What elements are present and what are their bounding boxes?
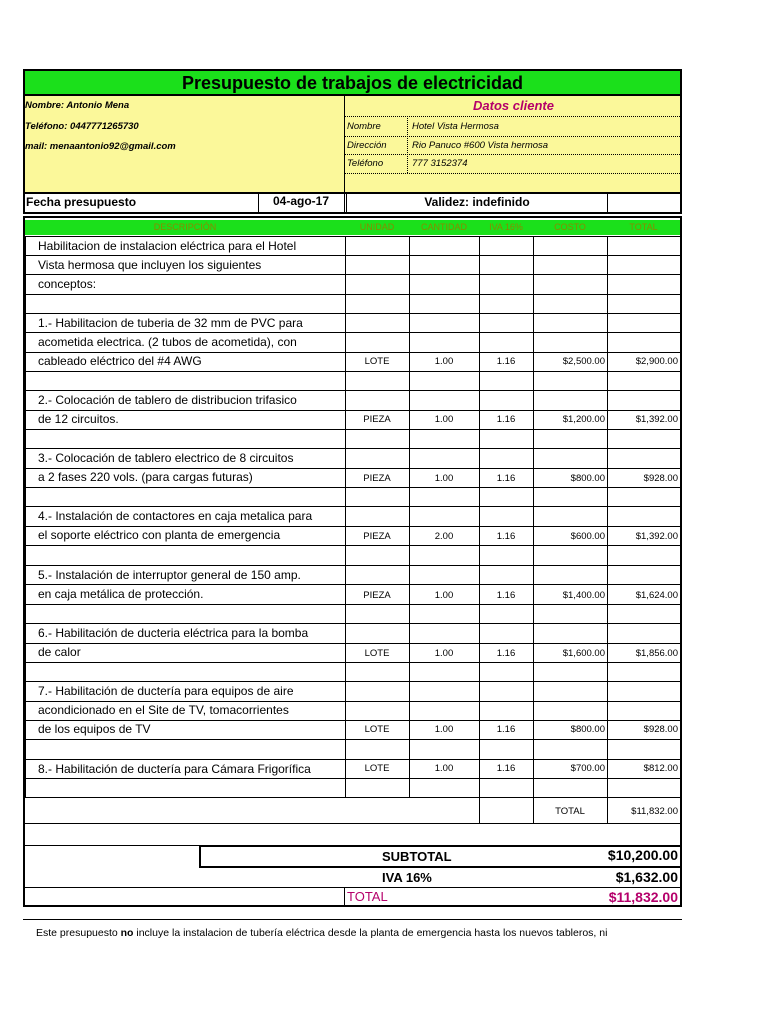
item-description-line: 4.- Instalación de contactores en caja metalica para xyxy=(38,509,313,523)
item-cost: $1,200.00 xyxy=(562,414,605,425)
client-label-divider xyxy=(407,116,409,173)
item-description-line: 3.- Colocación de tablero electrico de 8 circuitos xyxy=(38,451,294,465)
item-description-line: cableado eléctrico del #4 AWG xyxy=(38,354,202,368)
row-line xyxy=(25,845,199,846)
client-row-line-4 xyxy=(345,173,680,174)
client-row-line-3 xyxy=(345,154,680,155)
item-unit: PIEZA xyxy=(363,590,391,601)
item-description-line: 1.- Habilitacion de tuberia de 32 mm de PVC para xyxy=(38,316,303,330)
date-label: Fecha presupuesto xyxy=(26,195,137,209)
item-cost: $800.00 xyxy=(570,473,605,484)
item-description-line: de 12 circuitos. xyxy=(38,412,119,426)
item-cost: $1,600.00 xyxy=(562,648,605,659)
footer-separator xyxy=(23,919,682,920)
item-iva: 1.16 xyxy=(496,590,516,601)
row-line xyxy=(25,371,680,372)
item-description-line: acondicionado en el Site de TV, tomacorrientes xyxy=(38,703,289,717)
provider-mail: mail: menaantonio92@gmail.com xyxy=(25,141,176,152)
row-line xyxy=(25,662,680,663)
item-qty: 1.00 xyxy=(434,648,454,659)
footnote-bold: no xyxy=(120,927,134,939)
row-line xyxy=(25,410,680,411)
item-unit: LOTE xyxy=(364,648,390,659)
item-qty: 1.00 xyxy=(434,590,454,601)
item-qty: 1.00 xyxy=(434,724,454,735)
subtotal-value: $10,200.00 xyxy=(607,847,678,863)
row-line xyxy=(25,294,680,295)
subtotal-label: SUBTOTAL xyxy=(382,849,452,864)
col-header-total: TOTAL xyxy=(629,222,658,232)
item-description-line: de los equipos de TV xyxy=(38,722,151,736)
item-description-line: a 2 fases 220 vols. (para cargas futuras) xyxy=(38,470,253,484)
item-unit: LOTE xyxy=(364,724,390,735)
item-cost: $1,400.00 xyxy=(562,590,605,601)
client-phone-value: 777 3152374 xyxy=(412,158,468,169)
provider-phone: Teléfono: 0447771265730 xyxy=(25,121,139,132)
item-description-line: de calor xyxy=(38,645,81,659)
item-description-line: 6.- Habilitación de ducteria eléctrica para la bomba xyxy=(38,626,309,640)
item-total: $928.00 xyxy=(643,473,678,484)
item-unit: PIEZA xyxy=(363,414,391,425)
client-name-value: Hotel Vista Hermosa xyxy=(412,121,499,132)
total-label: TOTAL xyxy=(347,889,388,904)
item-cost: $600.00 xyxy=(570,531,605,542)
row-line xyxy=(25,429,680,430)
total-row-line xyxy=(23,905,682,907)
item-qty: 1.00 xyxy=(434,356,454,367)
col-header-unit: UNIDAD xyxy=(359,222,395,232)
iva-label: IVA 16% xyxy=(382,870,432,885)
col-line xyxy=(345,236,346,797)
item-total: $812.00 xyxy=(643,763,678,774)
item-unit: LOTE xyxy=(364,356,390,367)
item-iva: 1.16 xyxy=(496,356,516,367)
table-total-label: TOTAL xyxy=(555,806,585,817)
col-header-description: DESCRIPCIÓN xyxy=(153,222,217,232)
item-total: $1,624.00 xyxy=(635,590,678,601)
page-title: Presupuesto de trabajos de electricidad xyxy=(23,69,682,96)
item-description-line: 7.- Habilitación de ductería para equipos de aire xyxy=(38,684,294,698)
validity: Validez: indefinido xyxy=(424,195,530,209)
item-iva: 1.16 xyxy=(496,763,516,774)
client-row-line-1 xyxy=(345,116,680,117)
client-phone-label: Teléfono xyxy=(347,158,384,169)
item-total: $1,856.00 xyxy=(635,648,678,659)
total-value: $11,832.00 xyxy=(608,889,678,905)
item-cost: $800.00 xyxy=(570,724,605,735)
col-header-cost: COSTO xyxy=(554,222,586,232)
item-cost: $2,500.00 xyxy=(562,356,605,367)
provider-name: Nombre: Antonio Mena xyxy=(25,100,130,111)
item-total: $1,392.00 xyxy=(635,414,678,425)
item-qty: 1.00 xyxy=(434,763,454,774)
table-total-value: $11,832.00 xyxy=(631,806,678,817)
client-address-label: Dirección xyxy=(347,140,387,151)
row-line xyxy=(25,604,680,605)
client-address-value: Rio Panuco #600 Vista hermosa xyxy=(412,140,549,151)
item-description-line: en caja metálica de protección. xyxy=(38,587,204,601)
row-line xyxy=(25,545,680,546)
footnote xyxy=(36,927,686,939)
item-qty: 1.00 xyxy=(434,414,454,425)
item-iva: 1.16 xyxy=(496,473,516,484)
item-total: $2,900.00 xyxy=(635,356,678,367)
date-value: 04-ago-17 xyxy=(272,194,330,208)
item-description-line: el soporte eléctrico con planta de emergencia xyxy=(38,528,281,542)
item-description-line: 8.- Habilitación de ductería para Cámara Frigorífica xyxy=(38,762,311,776)
iva-value: $1,632.00 xyxy=(615,869,678,885)
item-iva: 1.16 xyxy=(496,414,516,425)
iva-row-line xyxy=(23,887,682,888)
item-qty: 2.00 xyxy=(434,531,454,542)
row-line xyxy=(25,739,680,740)
client-heading: Datos cliente xyxy=(473,98,554,113)
row-line xyxy=(25,797,680,798)
intro-line: Vista hermosa que incluyen los siguientes xyxy=(38,258,262,272)
client-row-line-2 xyxy=(345,136,680,137)
row-line xyxy=(25,487,680,488)
total-left-divider xyxy=(344,888,345,906)
item-description-line: 5.- Instalación de interruptor general de 150 amp. xyxy=(38,568,301,582)
item-iva: 1.16 xyxy=(496,648,516,659)
client-name-label: Nombre xyxy=(347,121,381,132)
item-iva: 1.16 xyxy=(496,531,516,542)
row-line xyxy=(25,643,680,644)
item-unit: LOTE xyxy=(364,763,390,774)
col-header-iva: IVA 16% xyxy=(489,222,523,232)
footnote-pre: Este presupuesto xyxy=(36,927,121,939)
item-cost: $700.00 xyxy=(570,763,605,774)
date-divider-3 xyxy=(607,192,608,214)
intro-line: conceptos: xyxy=(38,277,97,291)
item-unit: PIEZA xyxy=(363,531,391,542)
item-unit: PIEZA xyxy=(363,473,391,484)
row-line xyxy=(25,823,680,824)
item-total: $1,392.00 xyxy=(635,531,678,542)
col-line xyxy=(409,236,410,797)
item-total: $928.00 xyxy=(643,724,678,735)
item-qty: 1.00 xyxy=(434,473,454,484)
item-iva: 1.16 xyxy=(496,724,516,735)
col-header-qty: CANTIDAD xyxy=(420,222,467,232)
footnote-post: incluye la instalacion de tubería eléctrica desde la planta de emergencia hasta los nuevos tableros, ni xyxy=(133,927,608,939)
intro-line: Habilitacion de instalacion eléctrica para el Hotel xyxy=(38,239,297,253)
item-description-line: acometida electrica. (2 tubos de acometida), con xyxy=(38,335,297,349)
desc-left-border xyxy=(25,236,26,797)
item-description-line: 2.- Colocación de tablero de distribucion trifasico xyxy=(38,393,297,407)
